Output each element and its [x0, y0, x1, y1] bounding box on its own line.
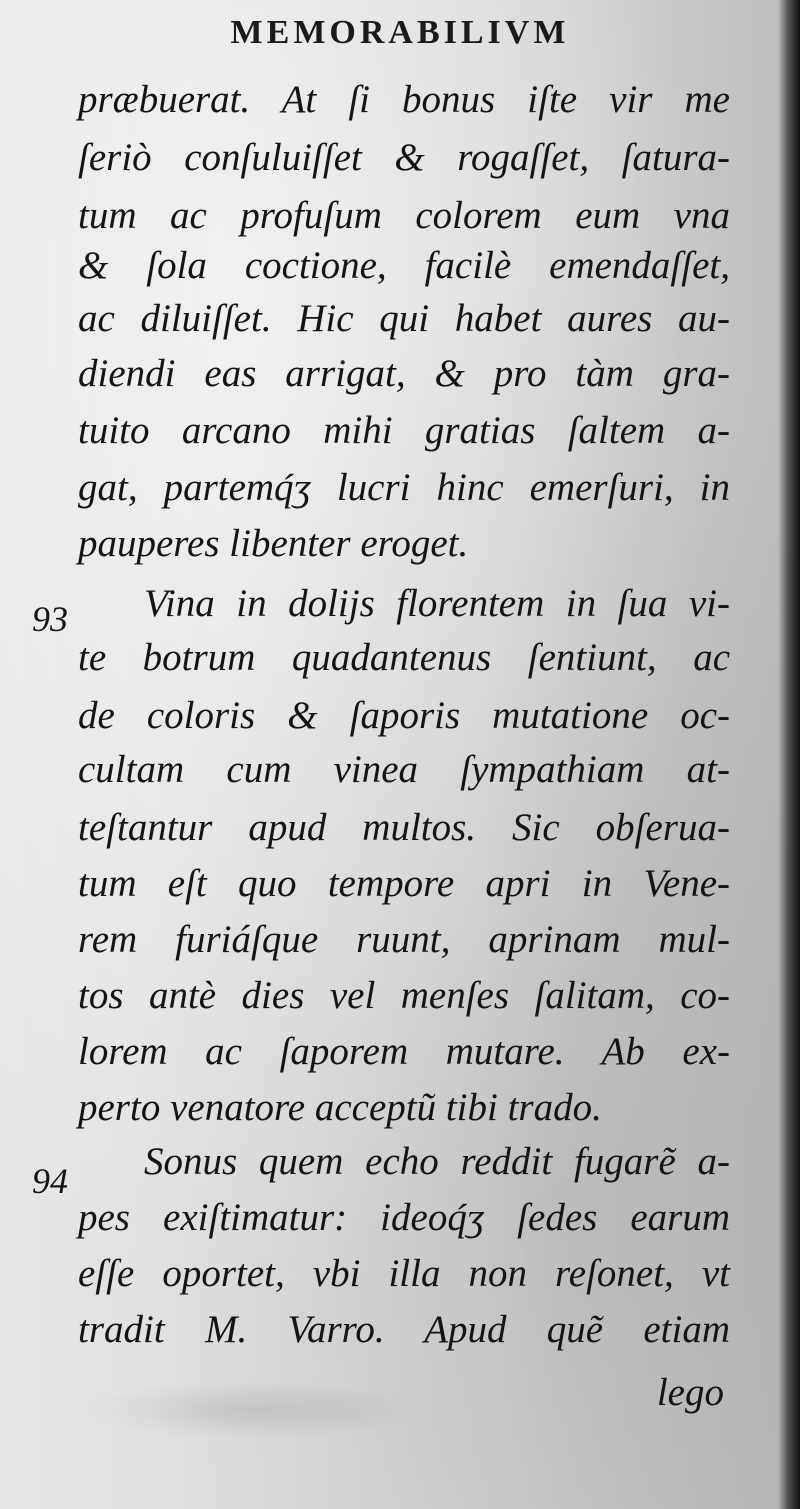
text-line: ſeriò conſuluiſſet & rogaſſet, ſatura- — [78, 136, 730, 179]
text-line: teſtantur apud multos. Sic obſerua- — [78, 806, 730, 849]
text-line: Sonus quem echo reddit fugarẽ a- — [144, 1140, 730, 1183]
text-line: de coloris & ſaporis mutatione oc- — [78, 694, 730, 737]
text-line: lorem ac ſaporem mutare. Ab ex- — [78, 1030, 730, 1073]
text-line: te botrum quadantenus ſentiunt, ac — [78, 636, 730, 679]
running-head: MEMORABILIVM — [230, 14, 570, 51]
catchword: lego — [656, 1371, 724, 1414]
text-line: pes exiſtimatur: ideoq́ʒ ſedes earum — [78, 1196, 730, 1239]
marginal-number: 93 — [32, 599, 68, 639]
text-line: gat, partemq́ʒ lucri hinc emerſuri, in — [78, 466, 730, 509]
page-gutter-shadow — [778, 0, 800, 1509]
text-line: & ſola coctione, facilè emendaſſet, — [78, 244, 730, 287]
text-line: rem furiáſque ruunt, aprinam mul- — [78, 918, 730, 961]
text-line: tum ac profuſum colorem eum vna — [78, 194, 730, 237]
text-line: tradit M. Varro. Apud quẽ etiam — [78, 1308, 730, 1351]
text-line: perto venatore acceptũ tibi trado. — [78, 1086, 602, 1129]
text-line: eſſe oportet, vbi illa non reſonet, vt — [78, 1252, 730, 1295]
text-line: diendi eas arrigat, & pro tàm gra- — [78, 352, 730, 395]
text-line: prӕbuerat. At ſi bonus iſte vir me — [78, 78, 730, 121]
text-line: tos antè dies vel menſes ſalitam, co- — [78, 974, 730, 1017]
marginal-number: 94 — [32, 1161, 68, 1201]
text-line: tuito arcano mihi gratias ſaltem a- — [78, 409, 730, 452]
text-line: cultam cum vinea ſympathiam at- — [78, 748, 730, 791]
text-line: pauperes libenter eroget. — [78, 522, 469, 565]
text-line: tum eſt quo tempore apri in Vene- — [78, 862, 730, 905]
text-line: ac diluiſſet. Hic qui habet aures au- — [78, 297, 730, 340]
text-line: Vina in dolijs florentem in ſua vi- — [144, 582, 730, 625]
